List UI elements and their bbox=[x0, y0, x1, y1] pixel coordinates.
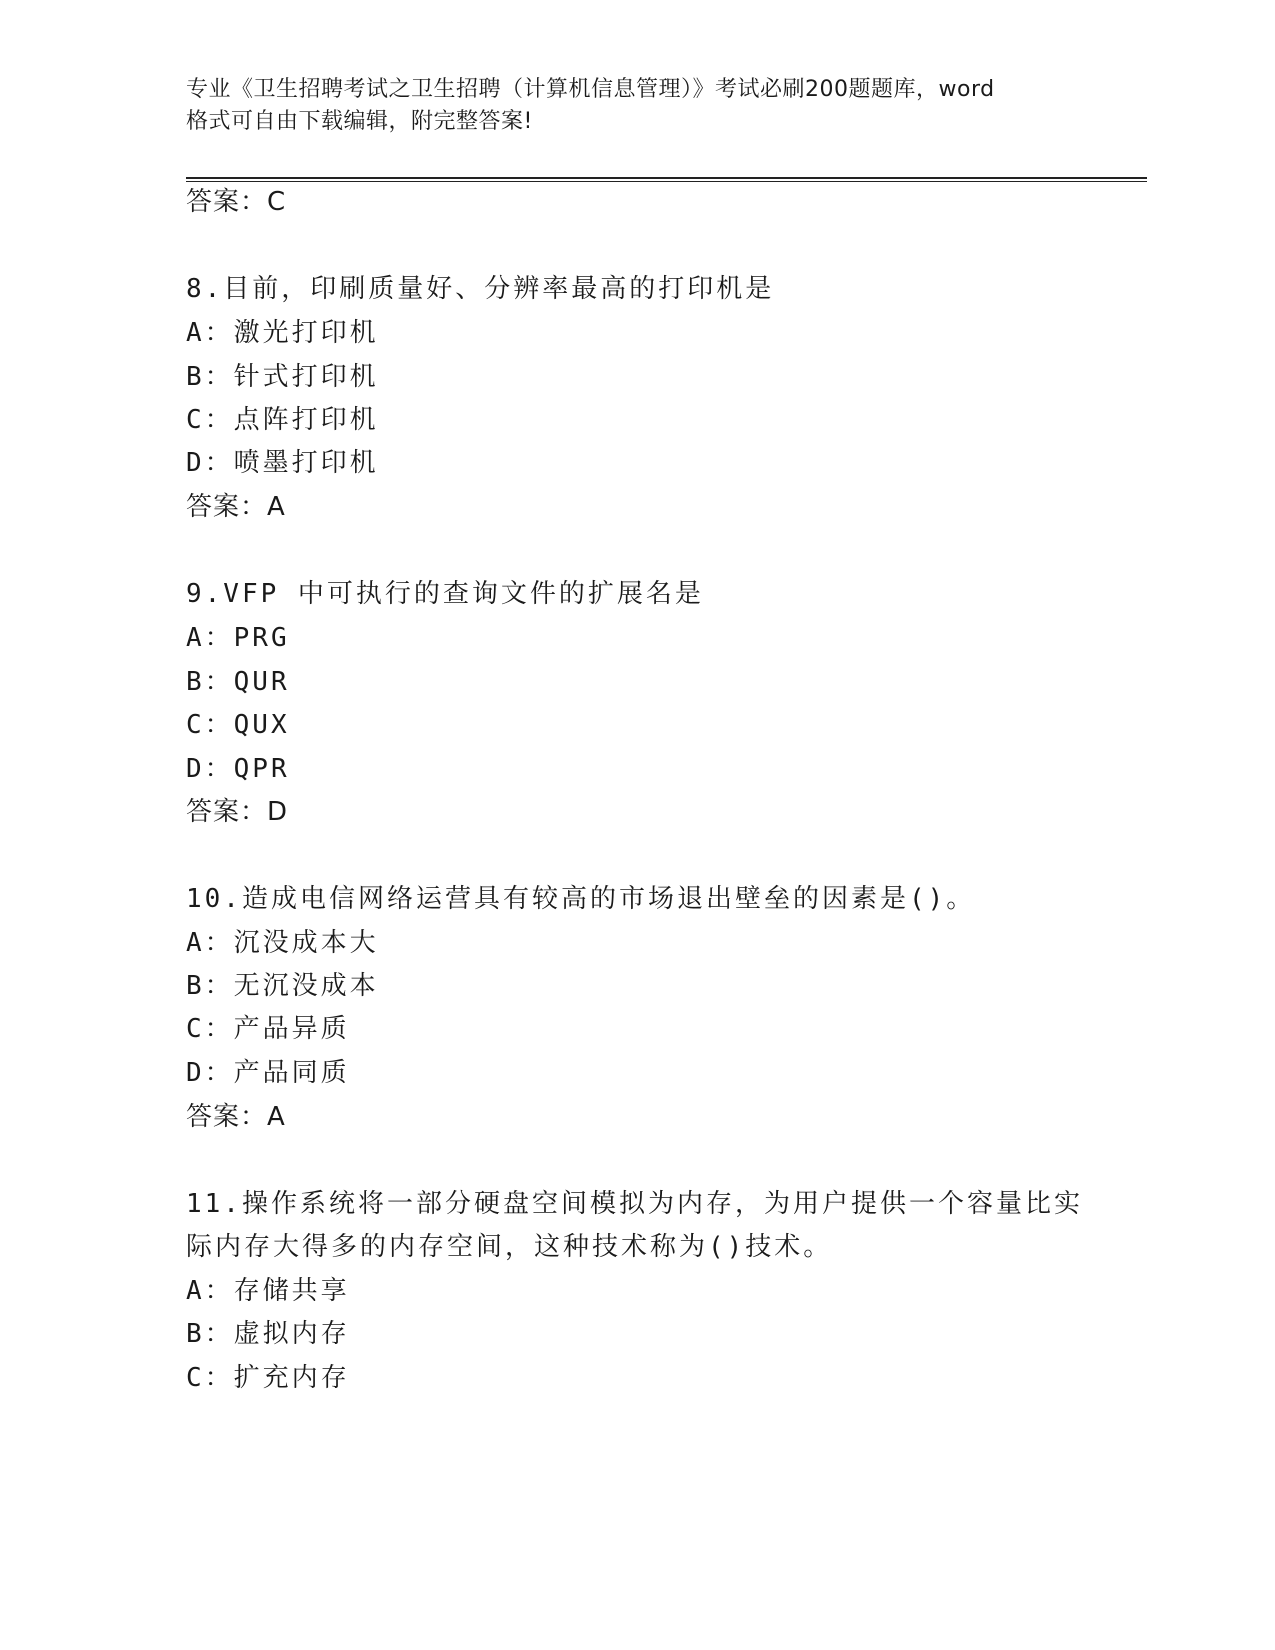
option-a: A：沉没成本大 bbox=[186, 928, 379, 958]
answer-line: 答案：C bbox=[186, 187, 287, 217]
answer-line: 答案：A bbox=[186, 1102, 286, 1132]
answer-line: 答案：D bbox=[186, 797, 289, 827]
option-c: C：点阵打印机 bbox=[186, 405, 379, 435]
option-b: B：虚拟内存 bbox=[186, 1319, 350, 1349]
question-stem: 9.VFP 中可执行的查询文件的扩展名是 bbox=[186, 579, 704, 609]
question-stem: 8.目前，印刷质量好、分辨率最高的打印机是 bbox=[186, 274, 775, 304]
option-c: C：产品异质 bbox=[186, 1014, 350, 1044]
option-b: B：针式打印机 bbox=[186, 362, 379, 392]
header-divider bbox=[186, 177, 1147, 179]
option-d: D：产品同质 bbox=[186, 1058, 350, 1088]
option-b: B：QUR bbox=[186, 667, 290, 697]
option-d: D：喷墨打印机 bbox=[186, 448, 379, 478]
document-header bbox=[186, 74, 1086, 138]
option-d: D：QPR bbox=[186, 754, 290, 784]
header-line-2: 格式可自由下载编辑，附完整答案! bbox=[186, 109, 533, 134]
answer-line: 答案：A bbox=[186, 492, 286, 522]
header-line-1: 专业《卫生招聘考试之卫生招聘（计算机信息管理）》考试必刷200题题库，word bbox=[186, 77, 995, 102]
option-a: A：PRG bbox=[186, 623, 290, 653]
option-c: C：QUX bbox=[186, 710, 290, 740]
question-stem: 11.操作系统将一部分硬盘空间模拟为内存，为用户提供一个容量比实 bbox=[186, 1189, 1083, 1219]
question-stem: 10.造成电信网络运营具有较高的市场退出壁垒的因素是()。 bbox=[186, 884, 976, 914]
question-stem-continued: 际内存大得多的内存空间，这种技术称为()技术。 bbox=[186, 1232, 833, 1262]
option-a: A：激光打印机 bbox=[186, 318, 379, 348]
option-c: C：扩充内存 bbox=[186, 1363, 350, 1393]
header-divider-thin bbox=[186, 181, 1147, 182]
option-a: A：存储共享 bbox=[186, 1276, 350, 1306]
option-b: B：无沉没成本 bbox=[186, 971, 379, 1001]
